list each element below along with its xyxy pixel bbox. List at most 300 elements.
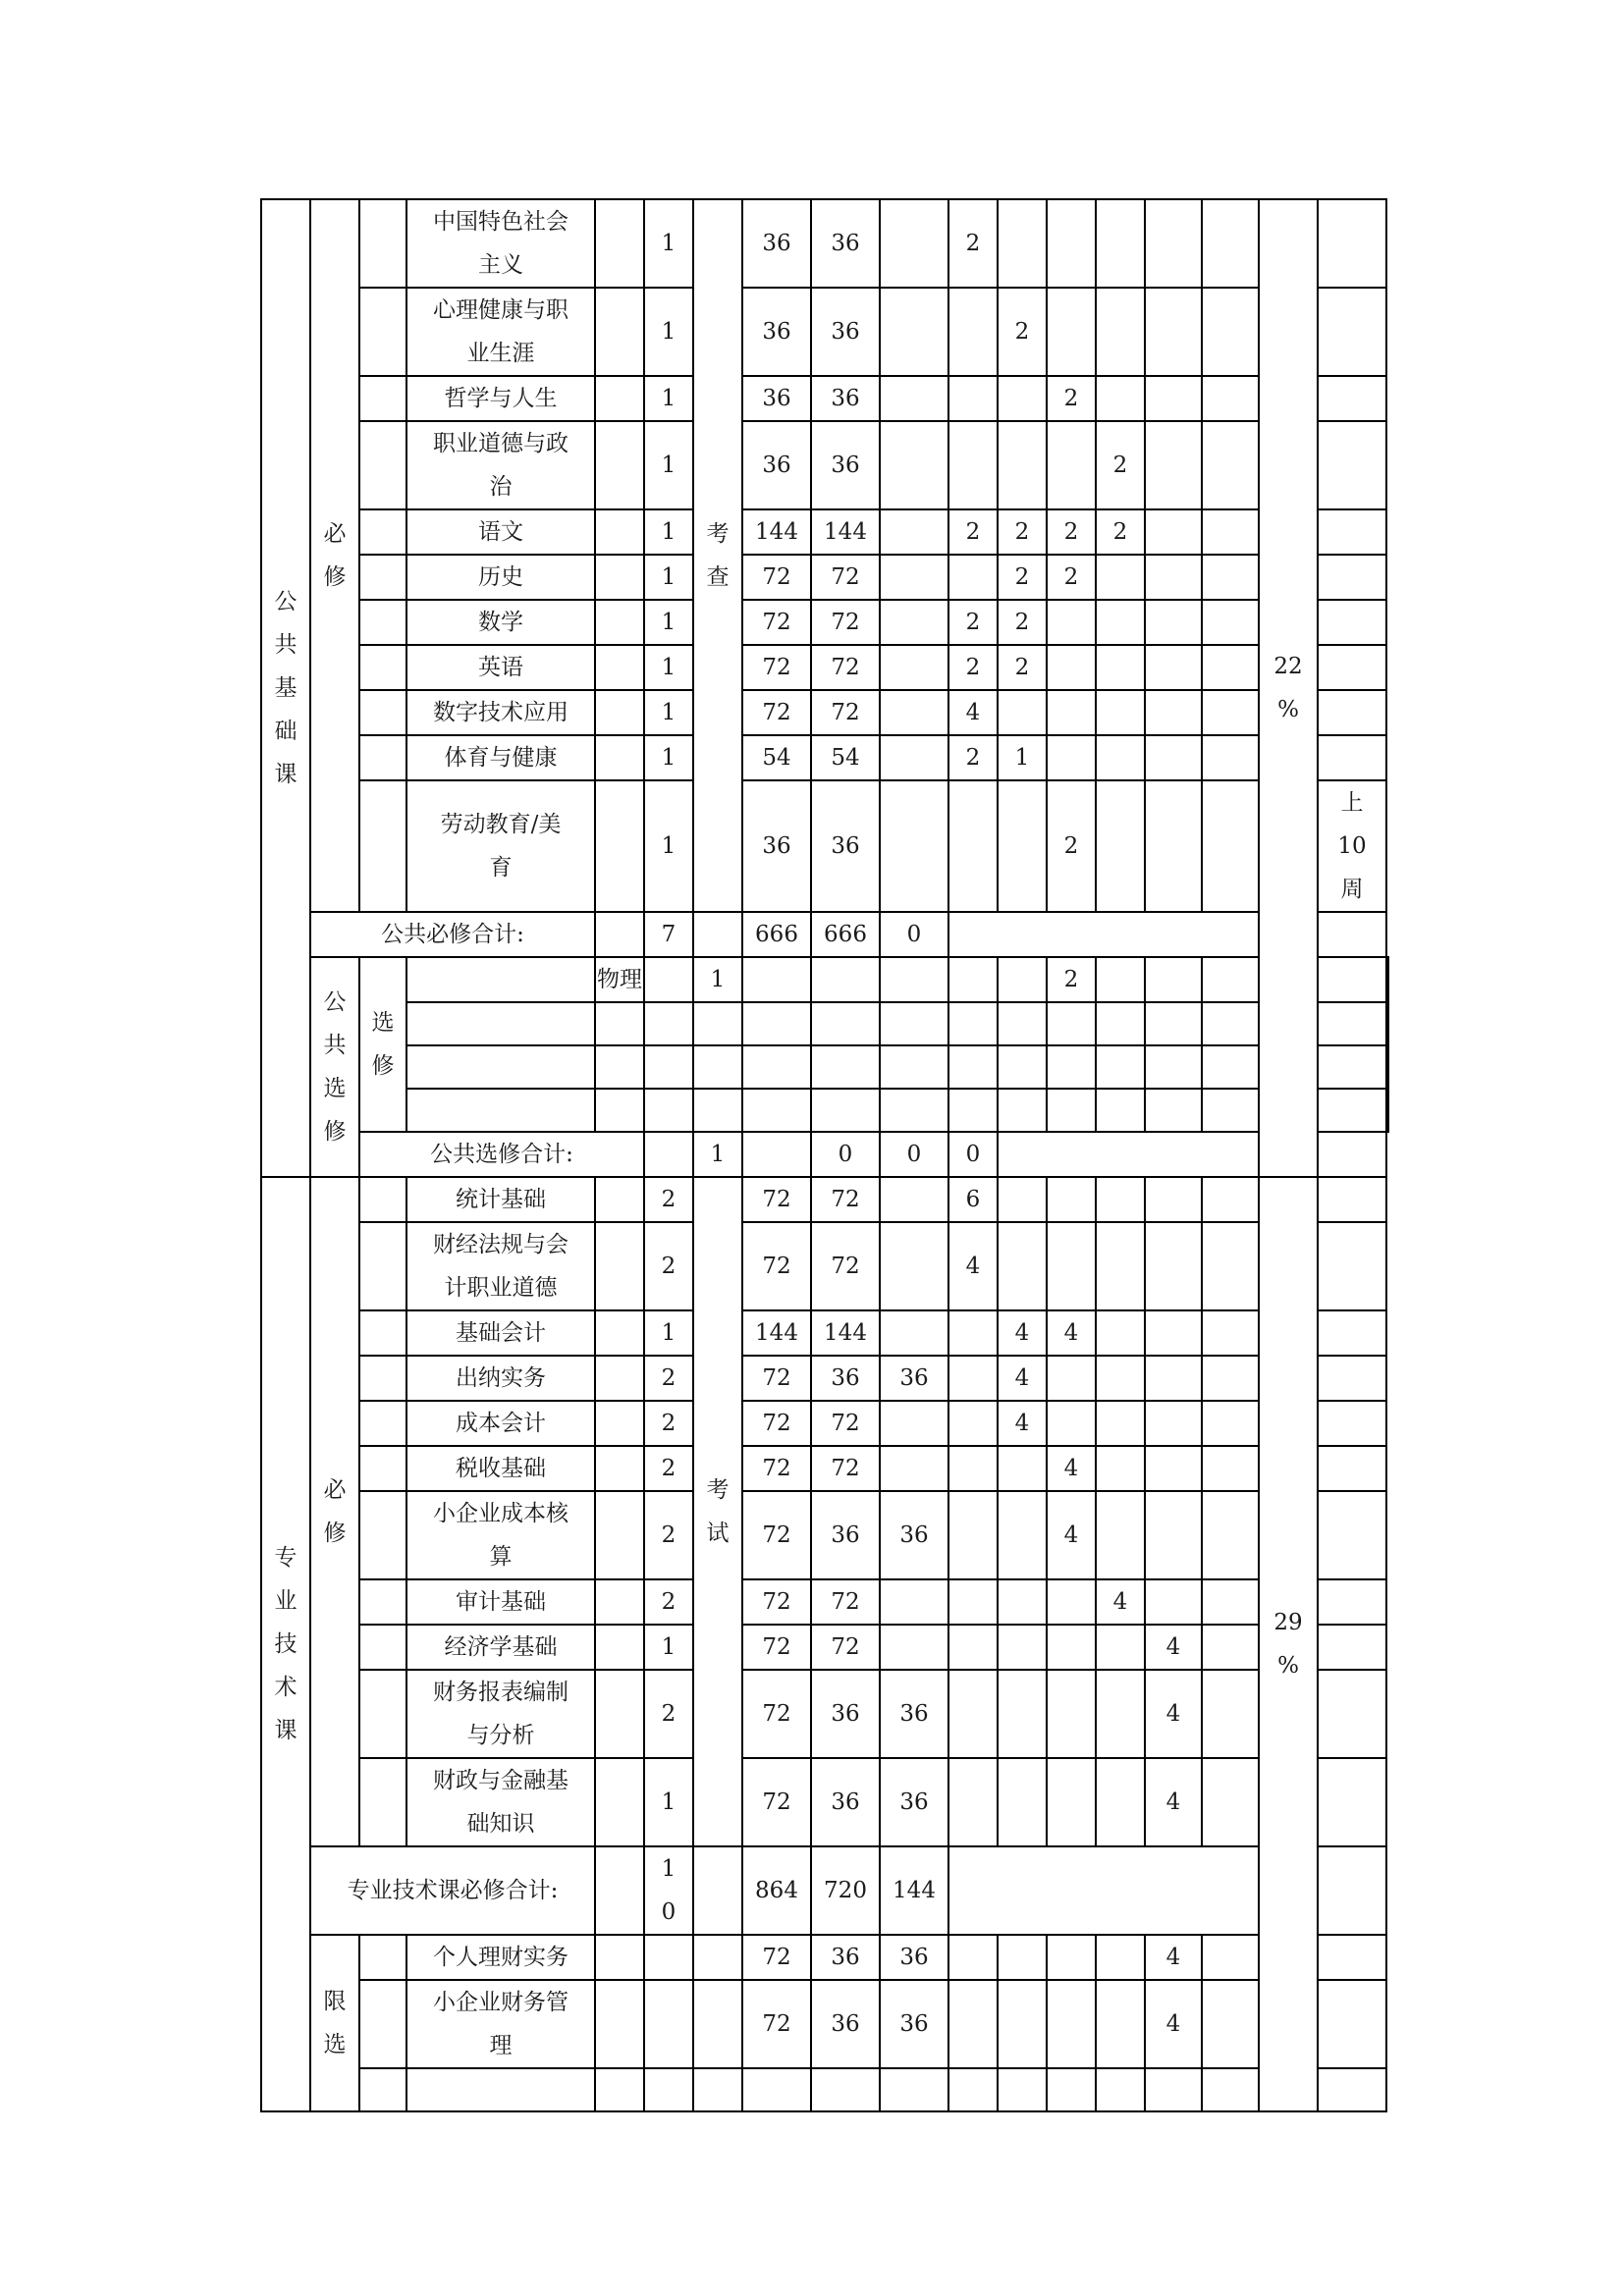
credit-cell: 1 [644, 645, 693, 690]
semester-s5-cell [1145, 421, 1202, 509]
course-name: 物理 [595, 957, 644, 1002]
total-hours-cell: 36 [742, 421, 811, 509]
blank-cell [595, 600, 644, 645]
blank-cell [595, 1177, 644, 1222]
semester-s4-cell [1096, 735, 1145, 780]
group-public-basic: 公 共 基 础 课 [261, 199, 310, 1177]
table-row [261, 735, 1388, 780]
total-hours-cell: 36 [742, 288, 811, 376]
practice-hours-cell: 36 [880, 1758, 948, 1846]
note-cell [1318, 1980, 1386, 2068]
semester-s4-cell [1096, 1758, 1145, 1846]
group-professional: 专 业 技 术 课 [261, 1177, 310, 2111]
semester-s6-cell [1202, 735, 1259, 780]
theory-hours-cell: 720 [811, 1846, 880, 1935]
blank-cell [359, 1670, 406, 1758]
theory-hours-cell: 0 [880, 1132, 948, 1177]
blank-cell [595, 1491, 644, 1579]
semester-s5-cell [1145, 600, 1202, 645]
theory-cell: 36 [811, 1980, 880, 2068]
semester-s5-cell: 4 [1145, 1758, 1202, 1846]
semester-s2-cell: 4 [998, 1310, 1047, 1356]
s6-cell [1318, 957, 1386, 1002]
table-row [261, 1045, 1388, 1089]
exam-cell [693, 1935, 742, 1980]
blank-cell [742, 1132, 811, 1177]
blank-cell [406, 1002, 595, 1045]
note-cell [1318, 1625, 1386, 1670]
note-cell [1318, 1222, 1386, 1310]
semester-s1-cell [948, 780, 998, 912]
semester-s3-cell [1047, 421, 1096, 509]
course-name: 基础会计 [406, 1310, 595, 1356]
note-cell [1318, 1446, 1386, 1491]
credit-cell: 2 [644, 1491, 693, 1579]
table-row [261, 376, 1388, 421]
total-hours-cell: 72 [742, 1625, 811, 1670]
course-name [595, 1002, 644, 1045]
blank-cell [595, 1579, 644, 1625]
table-row [261, 1002, 1388, 1045]
semester-s4-cell [1096, 288, 1145, 376]
blank-cell [595, 1446, 644, 1491]
total-hours-cell: 72 [742, 1758, 811, 1846]
semester-s4-cell [1096, 1356, 1145, 1401]
s3-cell [1096, 1002, 1145, 1045]
s3-cell [1047, 2068, 1096, 2111]
total-hours-cell: 54 [742, 735, 811, 780]
semester-s5-cell [1145, 199, 1202, 288]
semester-s1-cell: 4 [948, 1222, 998, 1310]
exam-cell [742, 1089, 811, 1132]
total-hours-cell: 72 [742, 1401, 811, 1446]
s1-cell [998, 1002, 1047, 1045]
practice-hours-cell: 0 [948, 1132, 998, 1177]
s6-cell [1318, 1089, 1386, 1132]
blank-cell [595, 509, 644, 555]
credit-cell: 1 [644, 509, 693, 555]
semester-s3-cell [1047, 199, 1096, 288]
total-hours-cell: 36 [742, 199, 811, 288]
s2-cell [1047, 1089, 1096, 1132]
total-hours-cell: 72 [742, 1491, 811, 1579]
curriculum-table [260, 198, 1389, 2112]
course-name: 职业道德与政 治 [406, 421, 595, 509]
semester-s1-cell [948, 1491, 998, 1579]
subtotal-label: 公共必修合计: [310, 912, 595, 957]
blank-cell [595, 1980, 644, 2068]
semester-s2-cell [998, 1625, 1047, 1670]
table-row [261, 1401, 1388, 1446]
table-row [261, 509, 1388, 555]
note-cell [1318, 735, 1386, 780]
semester-s1-cell: 2 [948, 509, 998, 555]
note-cell [1318, 1401, 1386, 1446]
semester-s1-cell [948, 1401, 998, 1446]
semester-s6-cell [1202, 1758, 1259, 1846]
semester-s3-cell [1047, 600, 1096, 645]
course-name: 数学 [406, 600, 595, 645]
table-row [261, 421, 1388, 509]
s2-cell [1047, 1045, 1096, 1089]
semester-s6-cell [1202, 780, 1259, 912]
course-name: 税收基础 [406, 1446, 595, 1491]
semester-s3-cell [1047, 288, 1096, 376]
semester-s3-cell [1047, 1222, 1096, 1310]
table-row [261, 690, 1388, 735]
semester-s5-cell: 4 [1145, 1625, 1202, 1670]
semester-s1-cell [948, 1446, 998, 1491]
semester-s5-cell [1145, 376, 1202, 421]
semester-s5-cell [1145, 1356, 1202, 1401]
theory-hours-cell: 36 [811, 1670, 880, 1758]
semester-s5-cell [1145, 690, 1202, 735]
semester-s1-cell [948, 1310, 998, 1356]
exam-type-professional: 考 试 [693, 1177, 742, 1846]
table-row [261, 288, 1388, 376]
blank-cell [406, 1089, 595, 1132]
semester-s4-cell [1096, 1177, 1145, 1222]
blank-cell [595, 2068, 644, 2111]
semester-s3-cell [1047, 645, 1096, 690]
table-row [261, 1758, 1388, 1846]
blank-cell [359, 199, 406, 288]
note-cell [1318, 1177, 1386, 1222]
s5-cell [1202, 1002, 1259, 1045]
semester-s1-cell [948, 1579, 998, 1625]
theory-hours-cell: 36 [811, 1356, 880, 1401]
semester-s3-cell [1047, 735, 1096, 780]
s3-cell [1096, 957, 1145, 1002]
s1-cell [998, 1045, 1047, 1089]
subtotal-label: 专业技术课必修合计: [310, 1846, 595, 1935]
practice-cell: 36 [880, 1935, 948, 1980]
blank-cell [595, 555, 644, 600]
semester-s4-cell [1096, 1446, 1145, 1491]
semester-s4-cell [1096, 1491, 1145, 1579]
s2-cell [998, 1935, 1047, 1980]
semester-s4-cell [1096, 780, 1145, 912]
practice-hours-cell [880, 1579, 948, 1625]
course-name: 心理健康与职 业生涯 [406, 288, 595, 376]
subtotal-label: 公共选修合计: [359, 1132, 644, 1177]
theory-hours-cell: 36 [811, 288, 880, 376]
course-name: 财经法规与会 计职业道德 [406, 1222, 595, 1310]
note-cell [1318, 1670, 1386, 1758]
semester-s1-cell: 2 [948, 735, 998, 780]
exam-cell [742, 957, 811, 1002]
total-hours-cell: 36 [742, 376, 811, 421]
exam-cell [693, 2068, 742, 2111]
credit-cell: 1 [644, 555, 693, 600]
semester-s2-cell: 2 [998, 288, 1047, 376]
semester-s3-cell: 2 [1047, 376, 1096, 421]
semester-s2-cell: 4 [998, 1356, 1047, 1401]
blank-cell [359, 1401, 406, 1446]
semester-s6-cell [1202, 1579, 1259, 1625]
subgroup-professional-required: 必 修 [310, 1177, 359, 1846]
credit-cell: 2 [644, 1356, 693, 1401]
semester-s2-cell [998, 780, 1047, 912]
theory-hours-cell: 36 [811, 1758, 880, 1846]
blank-cell [948, 1846, 1259, 1935]
semester-s3-cell [1047, 690, 1096, 735]
theory-hours-cell: 54 [811, 735, 880, 780]
theory-hours-cell: 72 [811, 1446, 880, 1491]
credit-cell: 2 [644, 1222, 693, 1310]
semester-s5-cell [1145, 1222, 1202, 1310]
practice-hours-cell [880, 288, 948, 376]
semester-s5-cell [1145, 780, 1202, 912]
total-hours-cell: 72 [742, 1446, 811, 1491]
s4-cell [1145, 1002, 1202, 1045]
s1-cell [948, 1980, 998, 2068]
course-name: 经济学基础 [406, 1625, 595, 1670]
semester-s4-cell [1096, 1625, 1145, 1670]
credit-cell: 1 [644, 199, 693, 288]
blank-cell [359, 735, 406, 780]
note-cell [1318, 421, 1386, 509]
s3-cell [1096, 1089, 1145, 1132]
exam-type-public: 考 查 [693, 199, 742, 912]
blank-cell [595, 912, 644, 957]
semester-s2-cell [998, 421, 1047, 509]
table-row [261, 1446, 1388, 1491]
note-cell: 上 10 周 [1318, 780, 1386, 912]
practice-hours-cell: 0 [880, 912, 948, 957]
s3-cell [1047, 1980, 1096, 2068]
practice-hours-cell [880, 645, 948, 690]
semester-s4-cell [1096, 600, 1145, 645]
table-row [261, 600, 1388, 645]
s6-cell [1202, 1980, 1259, 2068]
s6-cell [1318, 1045, 1386, 1089]
semester-s2-cell [998, 1579, 1047, 1625]
semester-s5-cell [1145, 645, 1202, 690]
semester-s3-cell: 2 [1047, 780, 1096, 912]
theory-hours-cell: 36 [811, 199, 880, 288]
semester-s1-cell: 2 [948, 645, 998, 690]
theory-hours-cell: 72 [811, 1177, 880, 1222]
semester-s6-cell [1202, 1625, 1259, 1670]
semester-s2-cell [998, 1222, 1047, 1310]
course-name [406, 2068, 595, 2111]
table-row [261, 1579, 1388, 1625]
semester-s5-cell [1145, 288, 1202, 376]
total-hours-cell: 72 [742, 555, 811, 600]
blank-cell [359, 1310, 406, 1356]
semester-s6-cell [1202, 1401, 1259, 1446]
course-name: 小企业财务管 理 [406, 1980, 595, 2068]
s6-cell [1318, 1002, 1386, 1045]
total-hours-cell: 0 [811, 1132, 880, 1177]
semester-s3-cell [1047, 1177, 1096, 1222]
blank-cell [359, 645, 406, 690]
blank-cell [998, 1132, 1318, 1177]
semester-s5-cell [1145, 1401, 1202, 1446]
table-row [261, 1222, 1388, 1310]
theory-hours-cell: 72 [811, 555, 880, 600]
semester-s5-cell: 4 [1145, 1670, 1202, 1758]
semester-s5-cell [1145, 509, 1202, 555]
semester-s5-cell [1145, 1579, 1202, 1625]
practice-cell [880, 2068, 948, 2111]
credit-cell: 1 [644, 600, 693, 645]
semester-s1-cell [948, 1356, 998, 1401]
practice-hours-cell: 36 [880, 1670, 948, 1758]
semester-s3-cell: 4 [1047, 1310, 1096, 1356]
semester-s4-cell [1096, 555, 1145, 600]
semester-s2-cell: 2 [998, 645, 1047, 690]
total-cell [742, 2068, 811, 2111]
theory-hours-cell: 36 [811, 421, 880, 509]
s5-cell: 4 [1145, 1935, 1202, 1980]
practice-hours-cell [880, 376, 948, 421]
semester-s5-cell [1145, 1491, 1202, 1579]
course-name: 成本会计 [406, 1401, 595, 1446]
semester-s2-cell: 2 [998, 600, 1047, 645]
table-row [261, 957, 1388, 1002]
s1-cell [948, 1935, 998, 1980]
total-cell [811, 957, 880, 1002]
credit-cell [644, 1935, 693, 1980]
s6-cell [1202, 1935, 1259, 1980]
practice-hours-cell [880, 509, 948, 555]
s4-cell [1145, 1045, 1202, 1089]
blank-cell [359, 1758, 406, 1846]
note-cell [1386, 1045, 1388, 1089]
blank-cell [359, 1980, 406, 2068]
total-cell: 72 [742, 1935, 811, 1980]
theory-hours-cell: 72 [811, 1401, 880, 1446]
blank-cell [359, 1579, 406, 1625]
course-name: 个人理财实务 [406, 1935, 595, 1980]
note-cell [1318, 376, 1386, 421]
course-name [595, 1045, 644, 1089]
semester-s3-cell [1047, 1356, 1096, 1401]
course-name: 财政与金融基 础知识 [406, 1758, 595, 1846]
semester-s6-cell [1202, 555, 1259, 600]
semester-s3-cell: 4 [1047, 1446, 1096, 1491]
credit-cell: 7 [644, 912, 693, 957]
course-name: 历史 [406, 555, 595, 600]
semester-s3-cell [1047, 1579, 1096, 1625]
blank-cell [359, 1625, 406, 1670]
table-row [261, 1356, 1388, 1401]
blank-cell [359, 376, 406, 421]
course-name: 小企业成本核 算 [406, 1491, 595, 1579]
semester-s6-cell [1202, 421, 1259, 509]
semester-s5-cell [1145, 1310, 1202, 1356]
theory-hours-cell: 36 [811, 376, 880, 421]
total-hours-cell: 72 [742, 690, 811, 735]
credit-cell: 1 [693, 957, 742, 1002]
semester-s6-cell [1202, 1222, 1259, 1310]
semester-s1-cell [948, 1670, 998, 1758]
credit-cell: 1 [644, 735, 693, 780]
table-row [261, 1089, 1388, 1132]
semester-s2-cell [998, 1446, 1047, 1491]
table-row [261, 1491, 1388, 1579]
ratio-public: 22 % [1259, 199, 1318, 1177]
table-row [261, 1625, 1388, 1670]
semester-s1-cell [948, 1758, 998, 1846]
s5-cell [1202, 1045, 1259, 1089]
semester-s4-cell [1096, 1670, 1145, 1758]
total-hours-cell: 72 [742, 1579, 811, 1625]
total-cell [811, 1045, 880, 1089]
note-cell [1318, 1132, 1386, 1177]
practice-hours-cell [880, 735, 948, 780]
course-name [595, 1089, 644, 1132]
practice-hours-cell [880, 600, 948, 645]
semester-s6-cell [1202, 1670, 1259, 1758]
practice-cell [948, 957, 998, 1002]
subgroup-restricted: 限 选 [310, 1935, 359, 2111]
blank-cell [359, 1177, 406, 1222]
theory-cell [811, 2068, 880, 2111]
semester-s1-cell: 6 [948, 1177, 998, 1222]
blank-cell [359, 1222, 406, 1310]
total-cell: 72 [742, 1980, 811, 2068]
credit-cell: 2 [644, 1177, 693, 1222]
credit-cell: 1 [644, 376, 693, 421]
practice-hours-cell [880, 1310, 948, 1356]
semester-s4-cell [1096, 645, 1145, 690]
table-row [261, 645, 1388, 690]
semester-s2-cell: 2 [998, 509, 1047, 555]
note-cell [1318, 1846, 1386, 1935]
credit-cell [693, 1089, 742, 1132]
s4-cell [1145, 1089, 1202, 1132]
s4-cell [1096, 1935, 1145, 1980]
credit-cell: 2 [644, 1401, 693, 1446]
theory-hours-cell: 72 [811, 1625, 880, 1670]
semester-s6-cell [1202, 1356, 1259, 1401]
practice-hours-cell [880, 690, 948, 735]
semester-s2-cell: 4 [998, 1401, 1047, 1446]
total-hours-cell: 36 [742, 780, 811, 912]
note-cell [1318, 1491, 1386, 1579]
theory-hours-cell: 36 [811, 1491, 880, 1579]
practice-hours-cell [880, 555, 948, 600]
blank-cell [595, 1625, 644, 1670]
blank-cell [595, 690, 644, 735]
course-name: 中国特色社会 主义 [406, 199, 595, 288]
note-cell [1318, 509, 1386, 555]
total-hours-cell: 666 [742, 912, 811, 957]
blank-cell [595, 376, 644, 421]
theory-cell [880, 1045, 948, 1089]
note-cell [1318, 1935, 1386, 1980]
blank-cell [359, 1356, 406, 1401]
blank-cell [595, 1310, 644, 1356]
table-row [261, 1177, 1388, 1222]
practice-hours-cell [880, 421, 948, 509]
blank-cell [644, 1089, 693, 1132]
course-name: 出纳实务 [406, 1356, 595, 1401]
semester-s2-cell [998, 690, 1047, 735]
blank-cell [595, 780, 644, 912]
blank-cell [359, 288, 406, 376]
theory-hours-cell: 72 [811, 600, 880, 645]
total-cell [811, 1002, 880, 1045]
s4-cell [1096, 1980, 1145, 2068]
table-row [261, 2068, 1388, 2111]
blank-cell [595, 1401, 644, 1446]
semester-s2-cell [998, 1758, 1047, 1846]
semester-s6-cell [1202, 600, 1259, 645]
